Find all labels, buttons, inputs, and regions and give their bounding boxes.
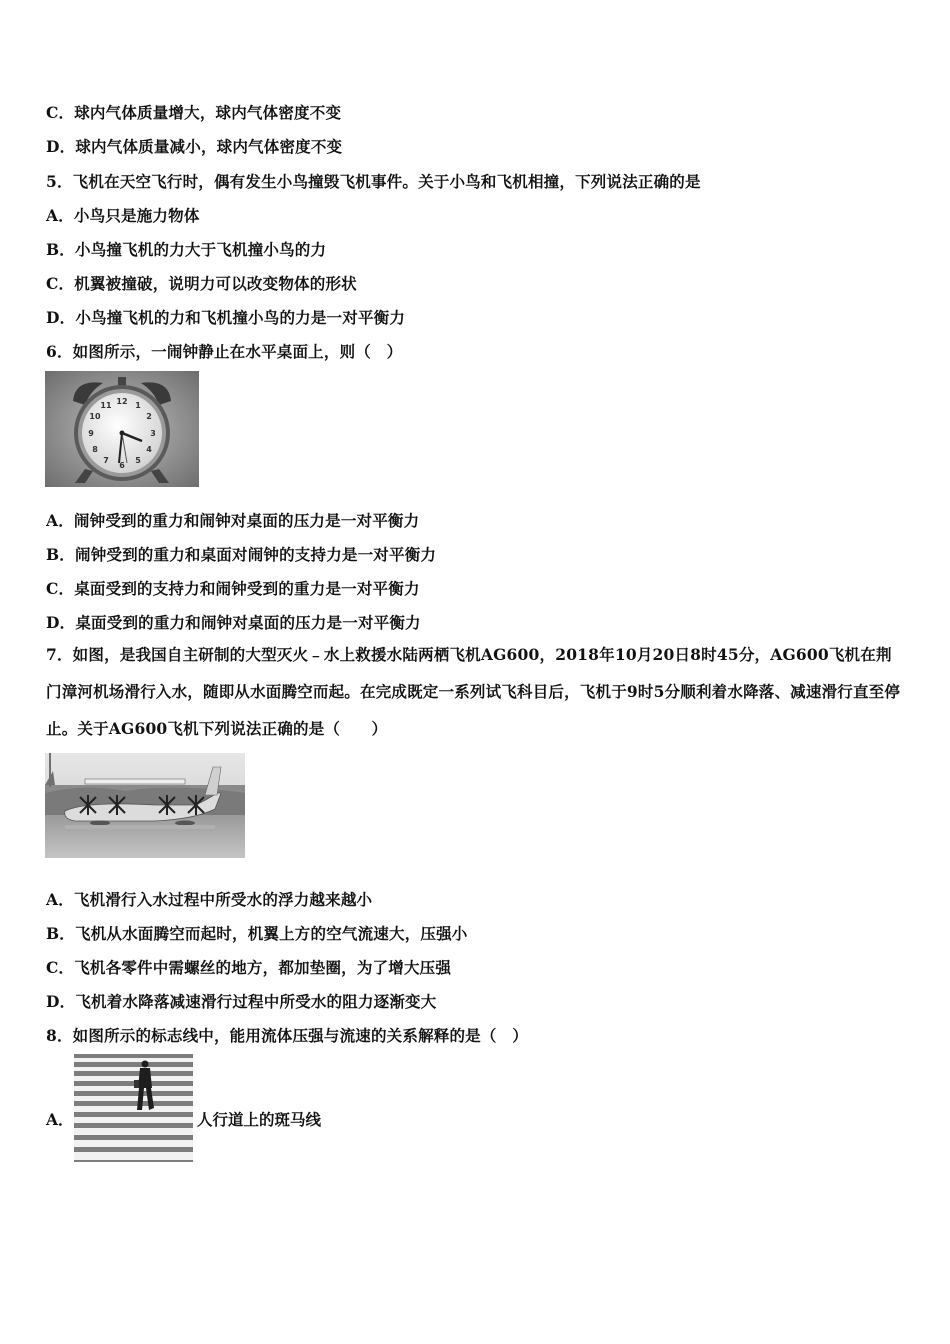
option-8a-label: A． bbox=[46, 1110, 74, 1129]
zebra-crossing-image bbox=[74, 1054, 193, 1162]
alarm-clock-image bbox=[45, 371, 199, 487]
option-5c: C．机翼被撞破，说明力可以改变物体的形状 bbox=[46, 274, 357, 293]
clock-number-5: 5 bbox=[135, 456, 141, 465]
clock-number-3: 3 bbox=[150, 429, 156, 438]
option-5b: B．小鸟撞飞机的力大于飞机撞小鸟的力 bbox=[46, 240, 327, 259]
option-5d: D．小鸟撞飞机的力和飞机撞小鸟的力是一对平衡力 bbox=[46, 308, 406, 327]
option-4c: C．球内气体质量增大，球内气体密度不变 bbox=[46, 103, 342, 122]
option-8a-text: 人行道上的斑马线 bbox=[197, 1110, 322, 1129]
question-8: 8．如图所示的标志线中，能用流体压强与流速的关系解释的是（ ） bbox=[46, 1026, 528, 1045]
ag600-plane-figure bbox=[45, 753, 245, 858]
option-7d: D．飞机着水降落减速滑行过程中所受水的阻力逐渐变大 bbox=[46, 992, 437, 1011]
clock-number-2: 2 bbox=[146, 412, 152, 421]
option-6a: A．闹钟受到的重力和闹钟对桌面的压力是一对平衡力 bbox=[46, 511, 420, 530]
zebra-crossing-figure bbox=[74, 1054, 193, 1162]
clock-number-7: 7 bbox=[103, 456, 109, 465]
option-6d: D．桌面受到的重力和闹钟对桌面的压力是一对平衡力 bbox=[46, 613, 421, 632]
clock-number-10: 10 bbox=[89, 412, 101, 421]
option-7a: A．飞机滑行入水过程中所受水的浮力越来越小 bbox=[46, 890, 373, 909]
clock-number-12: 12 bbox=[116, 397, 128, 406]
ag600-plane-image bbox=[45, 753, 245, 858]
option-4d: D．球内气体质量减小，球内气体密度不变 bbox=[46, 137, 343, 156]
clock-number-1: 1 bbox=[135, 401, 141, 410]
clock-number-4: 4 bbox=[146, 445, 152, 454]
question-5: 5．飞机在天空飞行时，偶有发生小鸟撞毁飞机事件。关于小鸟和飞机相撞，下列说法正确的是 bbox=[46, 172, 701, 191]
option-6c: C．桌面受到的支持力和闹钟受到的重力是一对平衡力 bbox=[46, 579, 420, 598]
question-6: 6．如图所示，一闹钟静止在水平桌面上，则（ ） bbox=[46, 342, 403, 361]
clock-number-11: 11 bbox=[100, 401, 112, 410]
option-7b: B．飞机从水面腾空而起时，机翼上方的空气流速大，压强小 bbox=[46, 924, 468, 943]
option-6b: B．闹钟受到的重力和桌面对闹钟的支持力是一对平衡力 bbox=[46, 545, 437, 564]
option-7c: C．飞机各零件中需螺丝的地方，都加垫圈，为了增大压强 bbox=[46, 958, 452, 977]
option-5a: A．小鸟只是施力物体 bbox=[46, 206, 200, 225]
clock-number-9: 9 bbox=[88, 429, 94, 438]
clock-number-8: 8 bbox=[92, 445, 98, 454]
clock-number-6: 6 bbox=[119, 461, 125, 470]
alarm-clock-figure bbox=[45, 371, 199, 487]
question-7: 7．如图，是我国自主研制的大型灭火﹣水上救援水陆两栖飞机AG600，2018年10月20日8时45分，AG600飞机在荆门漳河机场滑行入水，随即从水面腾空而起。在完成既定一系列试飞科目后，飞机于9时5分顺利着水降落、减速滑行直至停止。关于AG600飞机下列说法正确的是（ ） bbox=[46, 645, 901, 738]
